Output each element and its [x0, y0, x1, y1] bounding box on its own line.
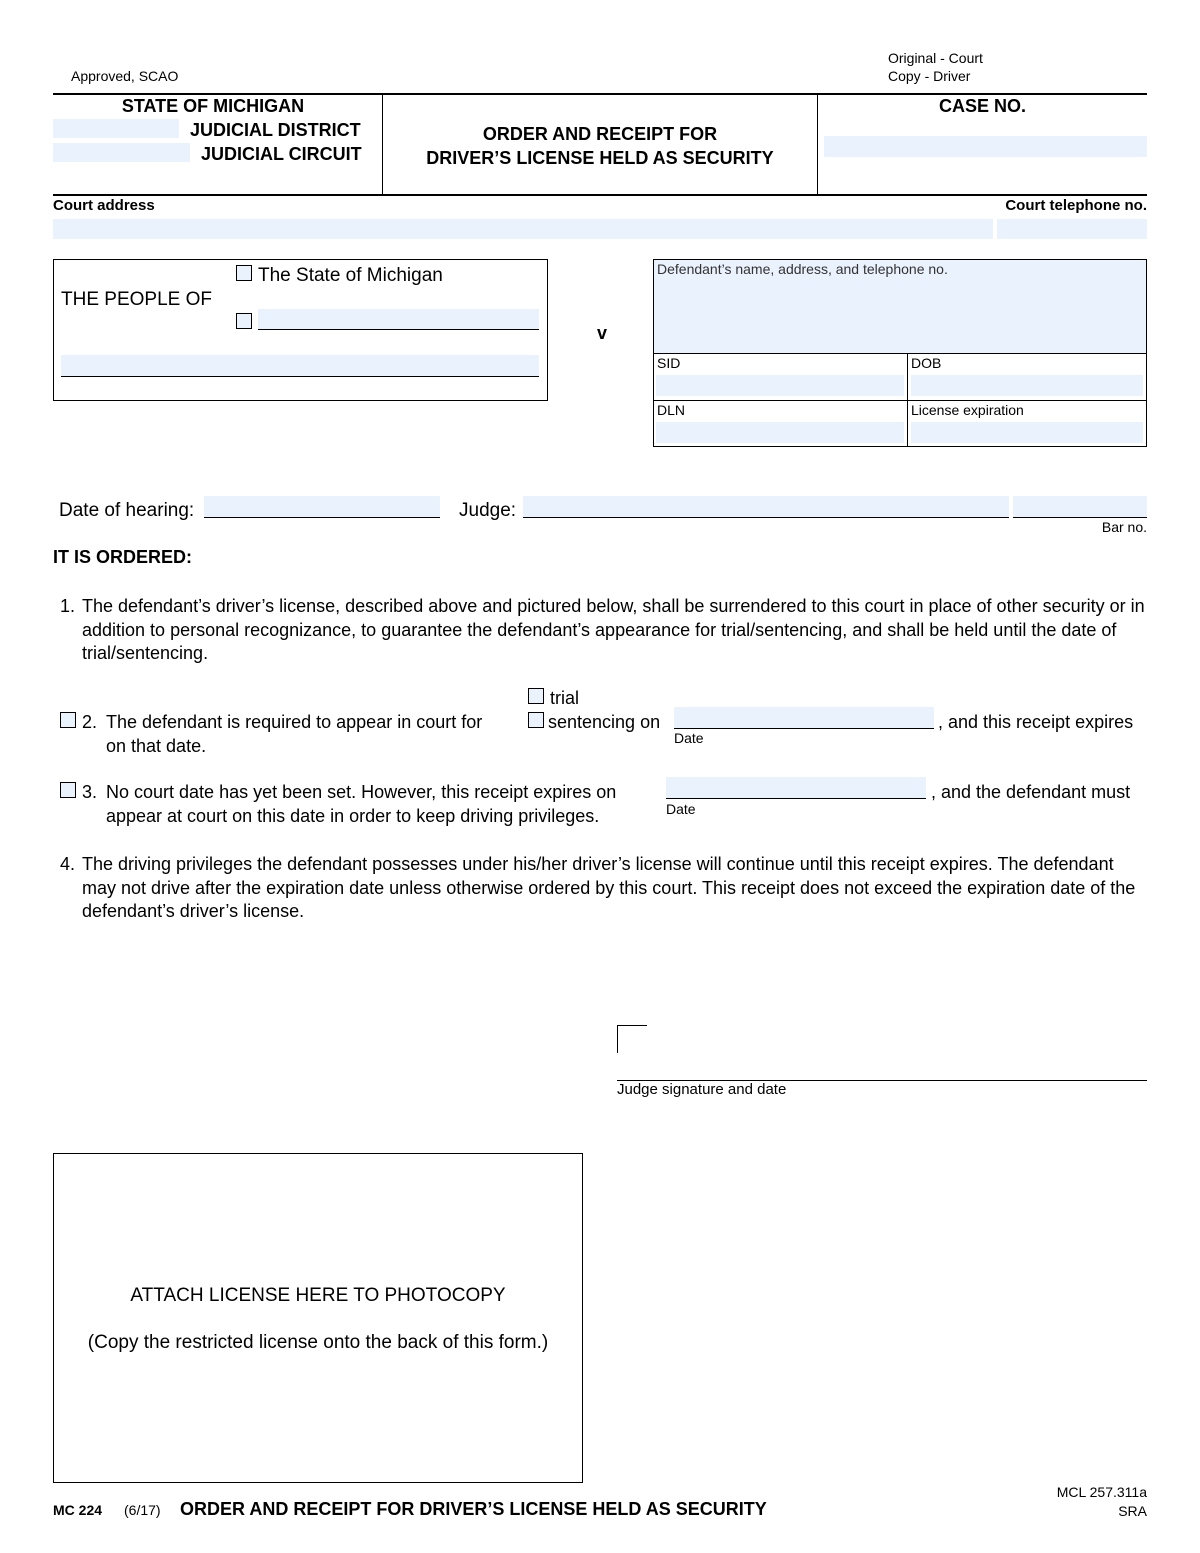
- page-title: [383, 122, 817, 170]
- divider: [654, 353, 1146, 354]
- court-telephone-input[interactable]: [997, 219, 1147, 239]
- dob-input[interactable]: [911, 375, 1143, 396]
- date-of-hearing-label: Date of hearing:: [59, 500, 195, 521]
- attach-instruction: ATTACH LICENSE HERE TO PHOTOCOPY: [130, 1285, 506, 1306]
- license-expiration-input[interactable]: [911, 422, 1143, 443]
- judicial-district-label: JUDICIAL DISTRICT: [190, 120, 361, 140]
- court-address-label: Court address: [53, 197, 155, 214]
- item-1-text: The defendant’s driver’s license, described above and pictured below, shall be surrendered to this court in place of other security or in addition to personal recognizance, to guarantee the defendant’s appearance for trial/sentencing, and shall be held until the date of trial/sentencing.: [82, 596, 1145, 663]
- district-input[interactable]: [53, 119, 179, 138]
- item-3-date-input[interactable]: [666, 777, 926, 799]
- item-3-checkbox[interactable]: [60, 782, 76, 798]
- signature-label: Judge signature and date: [617, 1081, 787, 1098]
- item-4-text: The driving privileges the defendant possesses under his/her driver’s license will continue until this receipt expires. The defendant may not drive after the expiration date unless otherwise ordered by this court. This receipt does not exceed the expiration date of the defendant’s driver’s license.: [82, 854, 1136, 921]
- distribution-copy: Copy - Driver: [888, 68, 971, 84]
- bar-no-input[interactable]: [1013, 496, 1147, 518]
- item-2-number: 2.: [82, 712, 98, 732]
- other-plaintiff-checkbox[interactable]: [236, 313, 252, 329]
- sra-label: SRA: [1118, 1503, 1147, 1519]
- item-1-number: 1.: [60, 596, 76, 616]
- state-of-michigan-checkbox[interactable]: [236, 265, 252, 281]
- item-2-text-a: The defendant is required to appear in court for: [106, 712, 483, 732]
- dln-label: DLN: [657, 402, 686, 418]
- license-expiration-label: License expiration: [911, 402, 1024, 418]
- title-line-1: ORDER AND RECEIPT FOR: [482, 124, 718, 144]
- item-3-date-label: Date: [666, 801, 696, 817]
- item-2-date-input[interactable]: [674, 707, 934, 729]
- divider: [907, 353, 908, 446]
- case-no-label: CASE NO.: [938, 96, 1026, 116]
- divider: [654, 400, 1146, 401]
- dln-input[interactable]: [656, 422, 904, 443]
- judge-label: Judge:: [459, 500, 517, 521]
- form-revision: (6/17): [124, 1502, 161, 1518]
- item-4-number: 4.: [60, 854, 76, 874]
- form-number: MC 224: [53, 1502, 103, 1518]
- copy-instruction: (Copy the restricted license onto the back of this form.): [87, 1332, 549, 1353]
- sentencing-label: sentencing on: [548, 712, 661, 732]
- item-3-text-a: No court date has yet been set. However, this receipt expires on: [106, 782, 617, 802]
- distribution-original: Original - Court: [888, 50, 983, 66]
- dob-label: DOB: [911, 355, 942, 371]
- item-3-text-c: appear at court on this date in order to keep driving privileges.: [106, 806, 600, 826]
- title-line-2: DRIVER’S LICENSE HELD AS SECURITY: [426, 148, 774, 168]
- item-2-date-label: Date: [674, 730, 704, 746]
- sid-label: SID: [657, 355, 681, 371]
- trial-checkbox[interactable]: [528, 688, 544, 704]
- defendant-box: [653, 259, 1147, 447]
- date-of-hearing-input[interactable]: [204, 496, 440, 518]
- case-no-input[interactable]: [824, 136, 1147, 157]
- other-plaintiff-input[interactable]: [258, 309, 539, 330]
- attach-license-box: [53, 1153, 583, 1483]
- court-address-input[interactable]: [53, 219, 993, 239]
- item-3-text-b: , and the defendant must: [931, 782, 1131, 802]
- approved-label: Approved, SCAO: [71, 68, 179, 84]
- footer-title: ORDER AND RECEIPT FOR DRIVER’S LICENSE HELD AS SECURITY: [180, 1499, 767, 1519]
- state-of-michigan-label: The State of Michigan: [258, 265, 443, 286]
- court-telephone-label: Court telephone no.: [1005, 197, 1147, 214]
- people-of-label: THE PEOPLE OF: [61, 289, 212, 310]
- mcl-reference: MCL 257.311a: [1056, 1484, 1147, 1500]
- judicial-circuit-label: JUDICIAL CIRCUIT: [201, 144, 362, 164]
- plaintiff-extra-input[interactable]: [61, 355, 539, 377]
- item-3-number: 3.: [82, 782, 98, 802]
- trial-label: trial: [550, 688, 580, 708]
- defendant-label: Defendant’s name, address, and telephone no.: [657, 261, 948, 277]
- judge-input[interactable]: [523, 496, 1009, 518]
- sid-input[interactable]: [656, 375, 904, 396]
- circuit-input[interactable]: [53, 143, 190, 162]
- item-2-text-b: , and this receipt expires: [938, 712, 1134, 732]
- bar-no-label: Bar no.: [1101, 519, 1147, 535]
- item-2-checkbox[interactable]: [60, 712, 76, 728]
- signature-corner-mark: [617, 1025, 647, 1053]
- versus-label: v: [597, 323, 608, 343]
- order-heading: IT IS ORDERED:: [53, 547, 193, 567]
- state-label: STATE OF MICHIGAN: [121, 96, 305, 116]
- item-2-text-c: on that date.: [106, 736, 207, 756]
- sentencing-checkbox[interactable]: [528, 712, 544, 728]
